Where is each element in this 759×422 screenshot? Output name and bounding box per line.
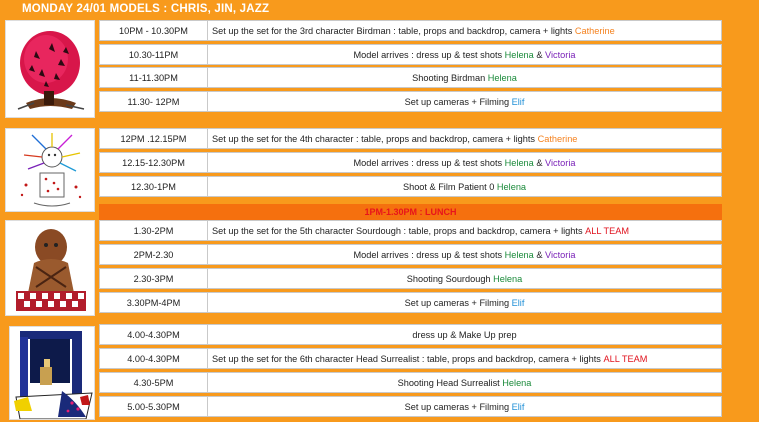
task-text: Set up the set for the 5th character Sourdough : table, props and backdrop, camera + lights <box>212 225 586 236</box>
assignee-name: Elif <box>511 96 525 107</box>
head-surrealist-illustration <box>9 326 95 420</box>
time-slot: 4.30-5PM <box>100 373 208 392</box>
time-slot: 1.30-2PM <box>100 221 208 240</box>
schedule-row <box>99 152 722 173</box>
task-text: Set up cameras + Filming <box>404 96 512 107</box>
schedule-row <box>99 91 722 112</box>
task-description <box>208 21 721 40</box>
task-description <box>208 221 721 240</box>
time-slot: 2.30-3PM <box>100 269 208 288</box>
task-text: Shooting Head Surrealist <box>397 377 503 388</box>
assignee-name: Victoria <box>545 249 576 260</box>
task-description <box>208 397 721 416</box>
task-text: Model arrives : dress up & test shots <box>353 249 505 260</box>
task-description <box>208 325 721 344</box>
schedule-row <box>99 44 722 65</box>
assignee-name: Catherine <box>537 133 578 144</box>
task-description <box>208 293 721 312</box>
assignee-name: Helena <box>504 249 534 260</box>
task-text: Set up cameras + Filming <box>404 297 512 308</box>
task-text: dress up & Make Up prep <box>412 329 517 340</box>
assignee-name: Catherine <box>574 25 615 36</box>
assignee-name: Victoria <box>545 157 576 168</box>
schedule-row <box>99 220 722 241</box>
schedule-row <box>99 20 722 41</box>
schedule-row <box>99 292 722 313</box>
time-slot: 2PM-2.30 <box>100 245 208 264</box>
task-text: Set up cameras + Filming <box>404 401 512 412</box>
task-text: Set up the set for the 6th character Head Surrealist : table, props and backdrop, camera + lights <box>212 353 604 364</box>
time-slot: 12.15-12.30PM <box>100 153 208 172</box>
assignee-name: Elif <box>511 401 525 412</box>
separator: & <box>533 49 546 60</box>
task-description <box>208 177 721 196</box>
schedule-row <box>99 396 722 417</box>
time-slot: 11-11.30PM <box>100 68 208 87</box>
time-slot: 10PM - 10.30PM <box>100 21 208 40</box>
assignee-name: Helena <box>504 49 534 60</box>
assignee-name: Helena <box>493 273 523 284</box>
assignee-name: Helena <box>487 72 517 83</box>
lunch-break-bar: 1PM-1.30PM : LUNCH <box>99 204 722 220</box>
task-description <box>208 245 721 264</box>
sourdough-illustration <box>5 220 95 316</box>
schedule-row <box>99 176 722 197</box>
schedule-row <box>99 244 722 265</box>
task-text: Model arrives : dress up & test shots <box>353 157 505 168</box>
patient-zero-illustration <box>5 128 95 212</box>
time-slot: 12.30-1PM <box>100 177 208 196</box>
task-text: Shooting Sourdough <box>406 273 494 284</box>
assignee-name: ALL TEAM <box>603 353 648 364</box>
task-description <box>208 129 721 148</box>
time-slot: 12PM .12.15PM <box>100 129 208 148</box>
schedule-row <box>99 372 722 393</box>
separator: & <box>533 249 546 260</box>
task-description <box>208 153 721 172</box>
time-slot: 11.30- 12PM <box>100 92 208 111</box>
assignee-name: ALL TEAM <box>585 225 630 236</box>
assignee-name: Helena <box>496 181 527 192</box>
separator: & <box>533 157 546 168</box>
assignee-name: Elif <box>511 297 525 308</box>
schedule-row <box>99 268 722 289</box>
schedule-row <box>99 348 722 369</box>
task-description <box>208 45 721 64</box>
task-description <box>208 269 721 288</box>
schedule-row <box>99 324 722 345</box>
task-text: Set up the set for the 3rd character Birdman : table, props and backdrop, camera + lights <box>212 25 575 36</box>
task-text: Model arrives : dress up & test shots <box>353 49 505 60</box>
task-text: Set up the set for the 4th character : table, props and backdrop, camera + lights <box>212 133 538 144</box>
assignee-name: Victoria <box>545 49 576 60</box>
time-slot: 3.30PM-4PM <box>100 293 208 312</box>
assignee-name: Helena <box>504 157 534 168</box>
time-slot: 10.30-11PM <box>100 45 208 64</box>
task-text: Shooting Birdman <box>412 72 488 83</box>
task-text: Shoot & Film Patient 0 <box>402 181 497 192</box>
schedule-row <box>99 128 722 149</box>
task-description <box>208 373 721 392</box>
assignee-name: Helena <box>502 377 532 388</box>
task-description <box>208 68 721 87</box>
page-title: MONDAY 24/01 MODELS : CHRIS, JIN, JAZZ <box>22 3 270 15</box>
schedule-row <box>99 67 722 88</box>
birdman-illustration <box>5 20 95 118</box>
task-description <box>208 92 721 111</box>
time-slot: 4.00-4.30PM <box>100 325 208 344</box>
time-slot: 4.00-4.30PM <box>100 349 208 368</box>
time-slot: 5.00-5.30PM <box>100 397 208 416</box>
task-description <box>208 349 721 368</box>
